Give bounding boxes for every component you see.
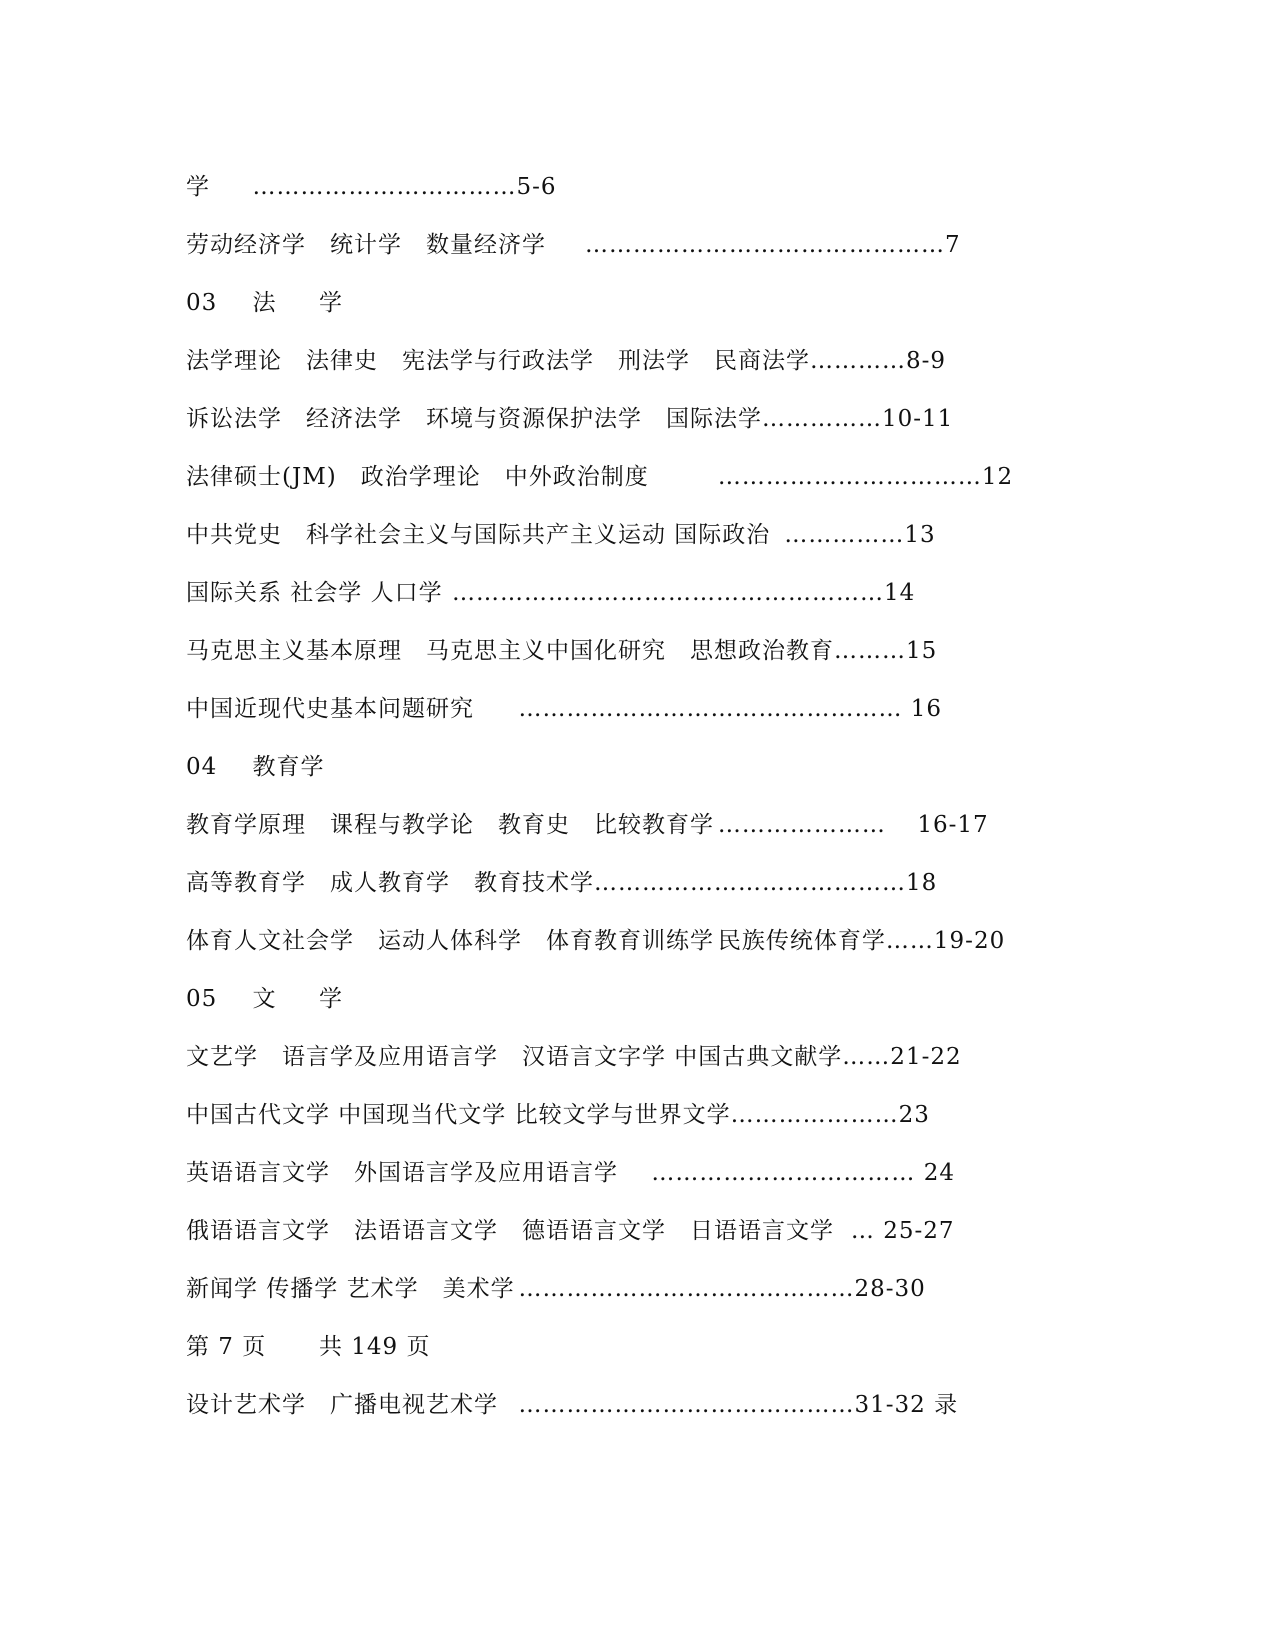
toc-line: 中国古代文学 中国现当代文学 比较文学与世界文学…………………23 (186, 1102, 930, 1128)
page-number: 第 7 页 共 149 页 (186, 1334, 431, 1360)
toc-line: 国际关系 社会学 人口学 ………………………………………………14 (186, 580, 916, 606)
section-heading: 04 教育学 (186, 754, 325, 780)
toc-line: 体育人文社会学 运动人体科学 体育教育训练学 民族传统体育学……19-20 (186, 928, 1006, 954)
toc-line: 法学理论 法律史 宪法学与行政法学 刑法学 民商法学…………8-9 (186, 348, 947, 374)
toc-line: 教育学原理 课程与教学论 教育史 比较教育学 ………………… 16-17 (186, 812, 989, 838)
toc-line: 俄语语言文学 法语语言文学 德语语言文学 日语语言文学 … 25-27 (186, 1218, 955, 1244)
toc-line: 新闻学 传播学 艺术学 美术学 ……………………………………28-30 (186, 1276, 926, 1302)
toc-line: 中共党史 科学社会主义与国际共产主义运动 国际政治 ……………13 (186, 522, 936, 548)
toc-line: 马克思主义基本原理 马克思主义中国化研究 思想政治教育………15 (186, 638, 938, 664)
toc-line: 设计艺术学 广播电视艺术学 ……………………………………31-32 录 (186, 1392, 959, 1418)
toc-line: 英语语言文学 外国语言学及应用语言学 …………………………… 24 (186, 1160, 955, 1186)
toc-line: 劳动经济学 统计学 数量经济学 ………………………………………7 (186, 232, 961, 258)
toc-line: 学 ……………………………5-6 (186, 174, 557, 200)
toc-line: 文艺学 语言学及应用语言学 汉语言文字学 中国古典文献学……21-22 (186, 1044, 962, 1070)
toc-line: 法律硕士(JM) 政治学理论 中外政治制度 ……………………………12 (186, 464, 1014, 490)
toc-line: 中国近现代史基本问题研究 ………………………………………… 16 (186, 696, 943, 722)
toc-line: 诉讼法学 经济法学 环境与资源保护法学 国际法学……………10-11 (186, 406, 954, 432)
section-heading: 05 文 学 (186, 986, 343, 1012)
section-heading: 03 法 学 (186, 290, 343, 316)
toc-line: 高等教育学 成人教育学 教育技术学…………………………………18 (186, 870, 938, 896)
